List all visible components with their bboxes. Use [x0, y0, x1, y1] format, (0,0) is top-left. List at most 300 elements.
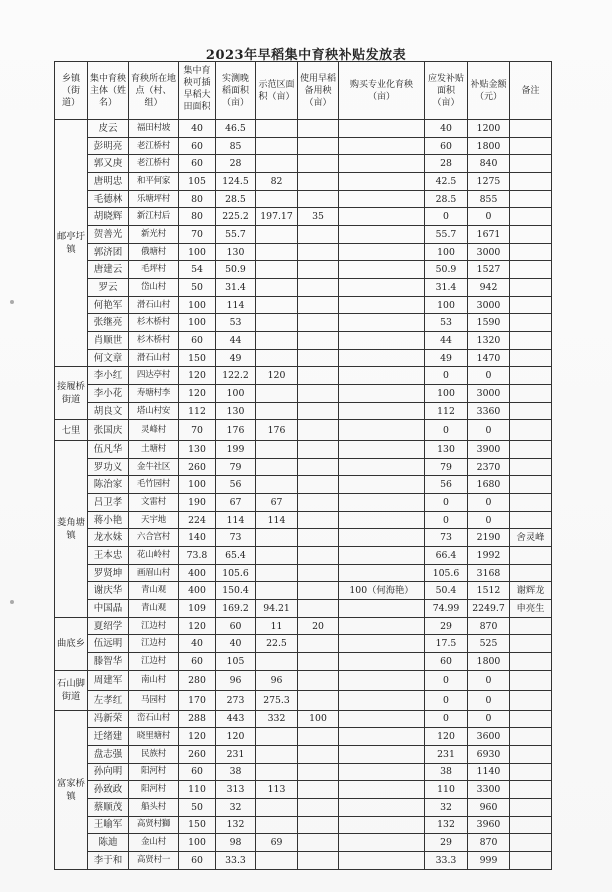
location-cell: 金牛社区 [129, 458, 179, 476]
table-row [55, 349, 552, 367]
seedling-area-cell: 60 [179, 763, 216, 781]
remark-cell [510, 564, 552, 582]
table-row [55, 728, 552, 746]
subsidy-amount-cell: 0 [468, 420, 510, 441]
reserve-area-cell: 20 [298, 617, 339, 635]
demo-area-cell [256, 728, 298, 746]
table-row [55, 173, 552, 191]
remark-cell [510, 690, 552, 710]
measured-area-cell: 225.2 [216, 208, 256, 226]
pro-purchase-cell [339, 617, 425, 635]
measured-area-cell: 443 [216, 710, 256, 728]
subsidy-area-cell: 55.7 [425, 226, 468, 244]
table-row [55, 564, 552, 582]
demo-area-cell [256, 190, 298, 208]
township-cell: 七里 [55, 420, 88, 441]
demo-area-cell: 176 [256, 420, 298, 441]
remark-cell [510, 781, 552, 799]
demo-area-cell [256, 476, 298, 494]
measured-area-cell: 124.5 [216, 173, 256, 191]
subsidy-area-cell: 49 [425, 349, 468, 367]
subsidy-area-cell: 0 [425, 670, 468, 690]
subsidy-area-cell: 130 [425, 441, 468, 459]
reserve-area-cell [298, 798, 339, 816]
demo-area-cell [256, 155, 298, 173]
location-cell: 高贤村一 [129, 851, 179, 869]
header-location: 育秧所在地点（村、组） [129, 62, 179, 120]
pro-purchase-cell [339, 261, 425, 279]
pro-purchase-cell [339, 173, 425, 191]
reserve-area-cell: 100 [298, 710, 339, 728]
demo-area-cell [256, 851, 298, 869]
seedling-area-cell: 260 [179, 458, 216, 476]
header-subject: 集中育秧主体（姓名） [88, 62, 129, 120]
demo-area-cell: 120 [256, 367, 298, 385]
table-row [55, 494, 552, 512]
remark-cell [510, 243, 552, 261]
measured-area-cell: 67 [216, 494, 256, 512]
remark-cell [510, 296, 552, 314]
table-row [55, 402, 552, 420]
seedling-area-cell: 60 [179, 332, 216, 350]
demo-area-cell [256, 137, 298, 155]
location-cell: 毛竹园村 [129, 476, 179, 494]
remark-cell [510, 261, 552, 279]
measured-area-cell: 105 [216, 653, 256, 671]
seedling-area-cell: 70 [179, 226, 216, 244]
seedling-area-cell: 120 [179, 617, 216, 635]
subsidy-amount-cell: 0 [468, 208, 510, 226]
reserve-area-cell [298, 402, 339, 420]
seedling-area-cell: 100 [179, 243, 216, 261]
subject-name-cell: 唐明忠 [88, 173, 129, 191]
reserve-area-cell [298, 349, 339, 367]
subsidy-area-cell: 132 [425, 816, 468, 834]
subject-name-cell: 彭明亮 [88, 137, 129, 155]
location-cell: 新光村 [129, 226, 179, 244]
seedling-area-cell: 110 [179, 781, 216, 799]
measured-area-cell: 199 [216, 441, 256, 459]
table-row [55, 137, 552, 155]
table-row [55, 367, 552, 385]
subsidy-amount-cell: 0 [468, 710, 510, 728]
subsidy-area-cell: 100 [425, 243, 468, 261]
remark-cell [510, 137, 552, 155]
demo-area-cell: 197.17 [256, 208, 298, 226]
subsidy-amount-cell: 2249.7 [468, 600, 510, 618]
pro-purchase-cell [339, 120, 425, 138]
reserve-area-cell [298, 476, 339, 494]
location-cell: 寿塘村李 [129, 385, 179, 403]
subsidy-area-cell: 40 [425, 120, 468, 138]
subsidy-amount-cell: 1320 [468, 332, 510, 350]
remark-cell [510, 458, 552, 476]
subject-name-cell: 伍远明 [88, 635, 129, 653]
reserve-area-cell [298, 173, 339, 191]
location-cell: 滑石山村 [129, 349, 179, 367]
table-row [55, 120, 552, 138]
pro-purchase-cell [339, 547, 425, 565]
demo-area-cell [256, 529, 298, 547]
remark-cell [510, 208, 552, 226]
subsidy-area-cell: 28 [425, 155, 468, 173]
demo-area-cell: 94.21 [256, 600, 298, 618]
township-cell: 富家桥镇 [55, 710, 88, 869]
measured-area-cell: 65.4 [216, 547, 256, 565]
subsidy-area-cell: 0 [425, 208, 468, 226]
location-cell: 塔山村安 [129, 402, 179, 420]
subject-name-cell: 皮云 [88, 120, 129, 138]
demo-area-cell [256, 564, 298, 582]
measured-area-cell: 176 [216, 420, 256, 441]
subject-name-cell: 王喻军 [88, 816, 129, 834]
demo-area-cell [256, 582, 298, 600]
table-row [55, 332, 552, 350]
pro-purchase-cell [339, 494, 425, 512]
subject-name-cell: 毛德林 [88, 190, 129, 208]
location-cell: 文雷村 [129, 494, 179, 512]
subsidy-area-cell: 60 [425, 653, 468, 671]
demo-area-cell: 67 [256, 494, 298, 512]
seedling-area-cell: 109 [179, 600, 216, 618]
document-title: 2023年早稻集中育秧补贴发放表 [205, 48, 407, 63]
reserve-area-cell [298, 547, 339, 565]
pro-purchase-cell [339, 600, 425, 618]
subject-name-cell: 李小花 [88, 385, 129, 403]
table-row [55, 458, 552, 476]
seedling-area-cell: 54 [179, 261, 216, 279]
demo-area-cell [256, 763, 298, 781]
seedling-area-cell: 400 [179, 582, 216, 600]
remark-cell [510, 226, 552, 244]
table-row [55, 261, 552, 279]
location-cell: 杉木桥村 [129, 314, 179, 332]
seedling-area-cell: 112 [179, 402, 216, 420]
reserve-area-cell [298, 600, 339, 618]
header-township: 乡镇（街道） [55, 62, 88, 120]
pro-purchase-cell [339, 564, 425, 582]
subject-name-cell: 贺善光 [88, 226, 129, 244]
demo-area-cell [256, 458, 298, 476]
subject-name-cell: 张国庆 [88, 420, 129, 441]
reserve-area-cell [298, 851, 339, 869]
subsidy-amount-cell: 1680 [468, 476, 510, 494]
table-row [55, 296, 552, 314]
table-row [55, 582, 552, 600]
measured-area-cell: 273 [216, 690, 256, 710]
subsidy-area-cell: 112 [425, 402, 468, 420]
location-cell: 高贤村獅 [129, 816, 179, 834]
demo-area-cell: 275.3 [256, 690, 298, 710]
measured-area-cell: 169.2 [216, 600, 256, 618]
subsidy-area-cell: 0 [425, 511, 468, 529]
demo-area-cell: 113 [256, 781, 298, 799]
subsidy-area-cell: 44 [425, 332, 468, 350]
subject-name-cell: 唐建云 [88, 261, 129, 279]
reserve-area-cell [298, 296, 339, 314]
seedling-area-cell: 60 [179, 851, 216, 869]
subsidy-area-cell: 29 [425, 617, 468, 635]
measured-area-cell: 114 [216, 296, 256, 314]
subject-name-cell: 谢庆华 [88, 582, 129, 600]
header-row [55, 62, 552, 120]
table-row [55, 547, 552, 565]
seedling-area-cell: 40 [179, 120, 216, 138]
remark-cell [510, 834, 552, 852]
subsidy-amount-cell: 1470 [468, 349, 510, 367]
pro-purchase-cell [339, 332, 425, 350]
remark-cell [510, 349, 552, 367]
measured-area-cell: 46.5 [216, 120, 256, 138]
pro-purchase-cell [339, 511, 425, 529]
reserve-area-cell [298, 420, 339, 441]
measured-area-cell: 28 [216, 155, 256, 173]
pro-purchase-cell [339, 367, 425, 385]
measured-area-cell: 33.3 [216, 851, 256, 869]
subject-name-cell: 陈治家 [88, 476, 129, 494]
table-row [55, 279, 552, 297]
demo-area-cell: 11 [256, 617, 298, 635]
subsidy-area-cell: 73 [425, 529, 468, 547]
table-row [55, 653, 552, 671]
table-row [55, 243, 552, 261]
table-row [55, 208, 552, 226]
subsidy-amount-cell: 1671 [468, 226, 510, 244]
measured-area-cell: 73 [216, 529, 256, 547]
subsidy-amount-cell: 999 [468, 851, 510, 869]
subject-name-cell: 郭济团 [88, 243, 129, 261]
township-cell: 邮亭圩镇 [55, 120, 88, 367]
remark-cell [510, 851, 552, 869]
remark-cell [510, 670, 552, 690]
reserve-area-cell [298, 137, 339, 155]
subsidy-area-cell: 0 [425, 420, 468, 441]
reserve-area-cell [298, 728, 339, 746]
reserve-area-cell [298, 834, 339, 852]
subject-name-cell: 伍凡华 [88, 441, 129, 459]
table-row [55, 314, 552, 332]
subsidy-amount-cell: 525 [468, 635, 510, 653]
reserve-area-cell [298, 816, 339, 834]
pro-purchase-cell [339, 745, 425, 763]
subsidy-amount-cell: 3600 [468, 728, 510, 746]
subsidy-amount-cell: 0 [468, 670, 510, 690]
measured-area-cell: 55.7 [216, 226, 256, 244]
demo-area-cell [256, 385, 298, 403]
subsidy-area-cell: 56 [425, 476, 468, 494]
subsidy-amount-cell: 855 [468, 190, 510, 208]
remark-cell [510, 763, 552, 781]
table-row [55, 226, 552, 244]
reserve-area-cell [298, 763, 339, 781]
seedling-area-cell: 80 [179, 208, 216, 226]
binding-hole [10, 600, 14, 604]
seedling-area-cell: 400 [179, 564, 216, 582]
reserve-area-cell [298, 564, 339, 582]
location-cell: 土塘村 [129, 441, 179, 459]
measured-area-cell: 122.2 [216, 367, 256, 385]
pro-purchase-cell [339, 243, 425, 261]
pro-purchase-cell [339, 834, 425, 852]
subject-name-cell: 陈迪 [88, 834, 129, 852]
table-row [55, 670, 552, 690]
demo-area-cell: 332 [256, 710, 298, 728]
subsidy-amount-cell: 3900 [468, 441, 510, 459]
measured-area-cell: 38 [216, 763, 256, 781]
table-row [55, 476, 552, 494]
seedling-area-cell: 100 [179, 296, 216, 314]
subsidy-amount-cell: 1992 [468, 547, 510, 565]
subsidy-amount-cell: 1200 [468, 120, 510, 138]
subsidy-area-cell: 0 [425, 690, 468, 710]
location-cell: 灵峰村 [129, 420, 179, 441]
header-seedling-area: 集中育秧可插早稻大田面积 [179, 62, 216, 120]
reserve-area-cell [298, 494, 339, 512]
subject-name-cell: 滕智华 [88, 653, 129, 671]
location-cell: 老江桥村 [129, 155, 179, 173]
location-cell: 毛坪村 [129, 261, 179, 279]
pro-purchase-cell [339, 314, 425, 332]
header-subsidy-area: 应发补贴面积（亩） [425, 62, 468, 120]
subsidy-area-cell: 231 [425, 745, 468, 763]
table-row [55, 690, 552, 710]
demo-area-cell [256, 816, 298, 834]
reserve-area-cell [298, 190, 339, 208]
subsidy-area-cell: 100 [425, 385, 468, 403]
remark-cell: 申亮生 [510, 600, 552, 618]
reserve-area-cell: 35 [298, 208, 339, 226]
subject-name-cell: 何艳军 [88, 296, 129, 314]
seedling-area-cell: 120 [179, 385, 216, 403]
remark-cell [510, 745, 552, 763]
demo-area-cell [256, 441, 298, 459]
subsidy-amount-cell: 1275 [468, 173, 510, 191]
subsidy-amount-cell: 960 [468, 798, 510, 816]
table-row [55, 190, 552, 208]
seedling-area-cell: 50 [179, 798, 216, 816]
location-cell: 民族村 [129, 745, 179, 763]
table-row [55, 529, 552, 547]
table-row [55, 763, 552, 781]
seedling-area-cell: 140 [179, 529, 216, 547]
measured-area-cell: 114 [216, 511, 256, 529]
subject-name-cell: 夏绍学 [88, 617, 129, 635]
measured-area-cell: 98 [216, 834, 256, 852]
table-row [55, 635, 552, 653]
reserve-area-cell [298, 261, 339, 279]
location-cell: 福田村坡 [129, 120, 179, 138]
remark-cell [510, 635, 552, 653]
measured-area-cell: 150.4 [216, 582, 256, 600]
table-row [55, 441, 552, 459]
location-cell: 青山观 [129, 600, 179, 618]
remark-cell [510, 173, 552, 191]
table-row [55, 420, 552, 441]
demo-area-cell [256, 243, 298, 261]
pro-purchase-cell [339, 529, 425, 547]
header-subsidy-amount: 补贴金额（元） [468, 62, 510, 120]
reserve-area-cell [298, 529, 339, 547]
subject-name-cell: 吕卫孝 [88, 494, 129, 512]
demo-area-cell [256, 120, 298, 138]
subsidy-amount-cell: 3960 [468, 816, 510, 834]
seedling-area-cell: 100 [179, 834, 216, 852]
pro-purchase-cell [339, 653, 425, 671]
measured-area-cell: 100 [216, 385, 256, 403]
header-remark: 备注 [510, 62, 552, 120]
subsidy-area-cell: 0 [425, 710, 468, 728]
binding-hole [10, 300, 14, 304]
subject-name-cell: 罗云 [88, 279, 129, 297]
demo-area-cell [256, 261, 298, 279]
demo-area-cell [256, 547, 298, 565]
measured-area-cell: 85 [216, 137, 256, 155]
subsidy-amount-cell: 3168 [468, 564, 510, 582]
subject-name-cell: 蒋小艳 [88, 511, 129, 529]
subsidy-amount-cell: 0 [468, 511, 510, 529]
header-measured-area: 实测晚稻面积（亩） [216, 62, 256, 120]
reserve-area-cell [298, 745, 339, 763]
table-row [55, 600, 552, 618]
demo-area-cell [256, 296, 298, 314]
seedling-area-cell: 170 [179, 690, 216, 710]
subsidy-area-cell: 38 [425, 763, 468, 781]
remark-cell [510, 728, 552, 746]
pro-purchase-cell [339, 279, 425, 297]
seedling-area-cell: 70 [179, 420, 216, 441]
reserve-area-cell [298, 458, 339, 476]
table-row [55, 385, 552, 403]
demo-area-cell: 82 [256, 173, 298, 191]
reserve-area-cell [298, 332, 339, 350]
reserve-area-cell [298, 781, 339, 799]
measured-area-cell: 231 [216, 745, 256, 763]
subsidy-area-cell: 32 [425, 798, 468, 816]
subsidy-area-cell: 74.99 [425, 600, 468, 618]
reserve-area-cell [298, 155, 339, 173]
pro-purchase-cell [339, 208, 425, 226]
subsidy-amount-cell: 942 [468, 279, 510, 297]
remark-cell [510, 367, 552, 385]
remark-cell [510, 385, 552, 403]
seedling-area-cell: 130 [179, 441, 216, 459]
seedling-area-cell: 150 [179, 816, 216, 834]
subsidy-amount-cell: 1140 [468, 763, 510, 781]
table-row [55, 851, 552, 869]
seedling-area-cell: 50 [179, 279, 216, 297]
subject-name-cell: 迁绪建 [88, 728, 129, 746]
location-cell: 江边村 [129, 635, 179, 653]
reserve-area-cell [298, 582, 339, 600]
subsidy-amount-cell: 3360 [468, 402, 510, 420]
reserve-area-cell [298, 670, 339, 690]
location-cell: 俄塘村 [129, 243, 179, 261]
township-cell: 菱角塘镇 [55, 441, 88, 618]
subsidy-area-cell: 31.4 [425, 279, 468, 297]
subsidy-area-cell: 50.4 [425, 582, 468, 600]
seedling-area-cell: 60 [179, 155, 216, 173]
subject-name-cell: 王本忠 [88, 547, 129, 565]
pro-purchase-cell [339, 458, 425, 476]
table-row [55, 798, 552, 816]
pro-purchase-cell [339, 763, 425, 781]
location-cell: 画眉山村 [129, 564, 179, 582]
remark-cell [510, 511, 552, 529]
pro-purchase-cell [339, 798, 425, 816]
subject-name-cell: 李小红 [88, 367, 129, 385]
reserve-area-cell [298, 226, 339, 244]
subject-name-cell: 中国晶 [88, 600, 129, 618]
